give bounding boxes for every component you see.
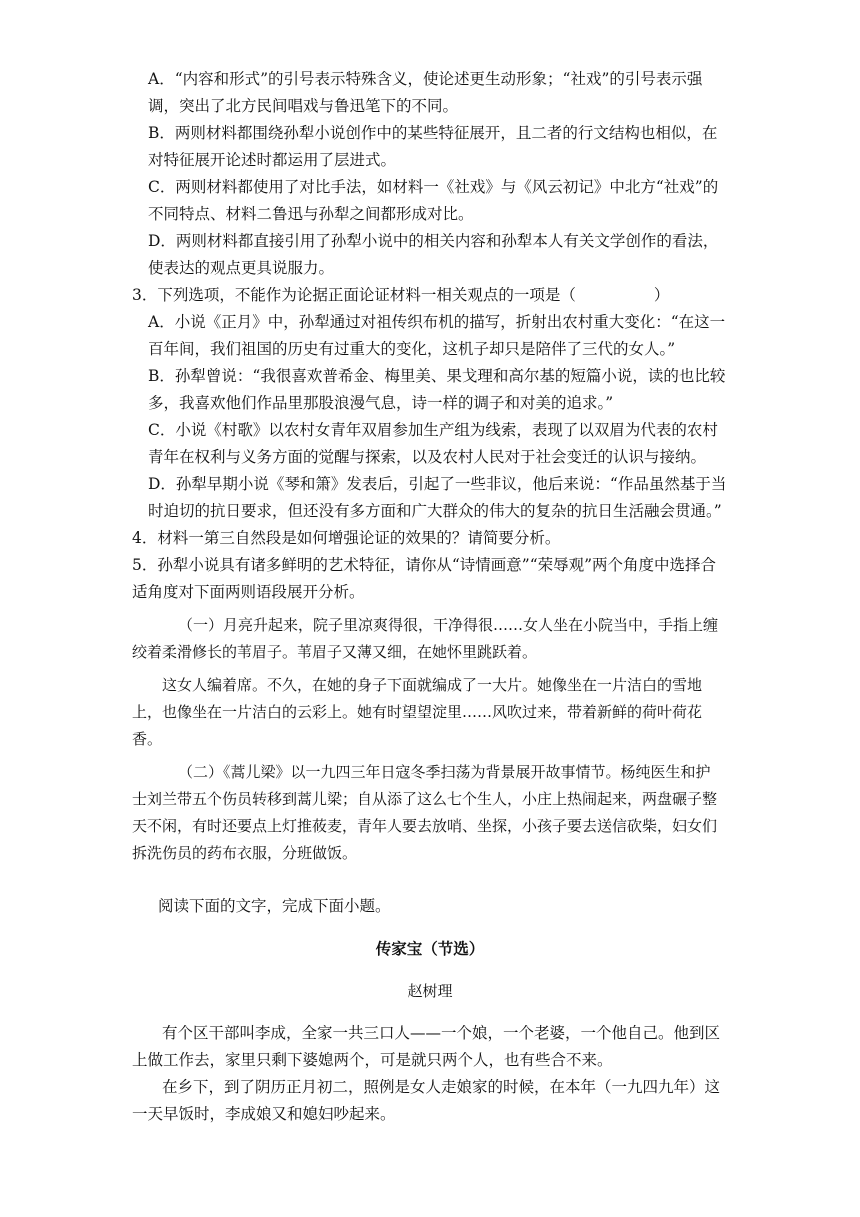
story-title: 传家宝（节选） [375, 939, 485, 958]
q3-option-d: D．孙犁早期小说《琴和箫》发表后，引起了一些非议，他后来说：“作品虽然基于当时迫切的抗日要求，但还没有多方面和广大群众的伟大的复杂的抗日生活融会贯通。” [148, 475, 727, 520]
q2-option-d: D．两则材料都直接引用了孙犁小说中的相关内容和孙犁本人有关文学创作的看法，使表达的观点更具说服力。 [148, 232, 719, 277]
q4-stem: 4．材料一第三自然段是如何增强论证的效果的？请简要分析。 [132, 529, 561, 547]
q5-stem: 5．孙犁小说具有诸多鲜明的艺术特征，请你从“诗情画意”“荣辱观”两个角度中选择合适角度对下面两则语段展开分析。 [132, 556, 717, 601]
q2-option-b: B．两则材料都围绕孙犁小说创作中的某些特征展开，且二者的行文结构也相似，在对特征展开论述时都运用了层进式。 [148, 124, 718, 169]
reading-instruction: 阅读下面的文字，完成下面小题。 [158, 897, 391, 915]
q2-option-a: A．“内容和形式”的引号表示特殊含义，使论述更生动形象；“社戏”的引号表示强调，突出了北方民间唱戏与鲁迅笔下的不同。 [148, 70, 703, 115]
passage2-paragraph: （二）《蒿儿梁》以一九四三年日寇冬季扫荡为背景展开故事情节。杨纯医生和护士刘兰带五个伤员转移到蒿儿梁；自从添了这么七个生人，小庄上热闹起来，两盘碾子整天不闲，有时还要点上灯推莜麦，青年人要去放哨、坐探，小孩子要去送信砍柴，妇女们拆洗伤员的药布衣服，分班做饭。 [132, 763, 718, 862]
story-paragraph-1: 有个区干部叫李成，全家一共三口人——一个娘，一个老婆，一个他自己。他到区上做工作去，家里只剩下婆媳两个，可是就只两个人，也有些合不来。 [132, 1024, 721, 1069]
passage1-paragraph-1: （一）月亮升起来，院子里凉爽得很，干净得很……女人坐在小院当中，手指上缠绞着柔滑修长的苇眉子。苇眉子又薄又细，在她怀里跳跃着。 [132, 616, 719, 661]
q3-stem [0, 282, 860, 309]
q3-stem-close: ） [653, 286, 670, 304]
exam-content [0, 66, 860, 1128]
story-paragraph-2: 在乡下，到了阴历正月初二，照例是女人走娘家的时候，在本年（一九四九年）这一天早饭时，李成娘又和媳妇吵起来。 [132, 1078, 721, 1123]
q3-option-a: A．小说《正月》中，孙犁通过对祖传织布机的描写，折射出农村重大变化：“在这一百年间，我们祖国的历史有过重大的变化，这机子却只是陪伴了三代的女人。” [148, 313, 726, 358]
story-author: 赵树理 [407, 982, 453, 1000]
q3-option-c: C．小说《村歌》以农村女青年双眉参加生产组为线索，表现了以双眉为代表的农村青年在权利与义务方面的觉醒与探索，以及农村人民对于社会变迁的认识与接纳。 [148, 421, 718, 466]
q3-option-b: B．孙犁曾说：“我很喜欢普希金、梅里美、果戈理和高尔基的短篇小说，读的也比较多，我喜欢他们作品里那股浪漫气息，诗一样的调子和对美的追求。” [148, 367, 726, 412]
passage1-paragraph-2: 这女人编着席。不久，在她的身子下面就编成了一大片。她像坐在一片洁白的雪地上，也像坐在一片洁白的云彩上。她有时望望淀里……风吹过来，带着新鲜的荷叶荷花香。 [132, 676, 703, 748]
q2-option-c: C．两则材料都使用了对比手法，如材料一《社戏》与《风云初记》中北方“社戏”的不同特点、材料二鲁迅与孙犁之间都形成对比。 [148, 178, 719, 223]
q3-stem-text: 3．下列选项，不能作为论据正面论证材料一相关观点的一项是（ [132, 286, 576, 304]
